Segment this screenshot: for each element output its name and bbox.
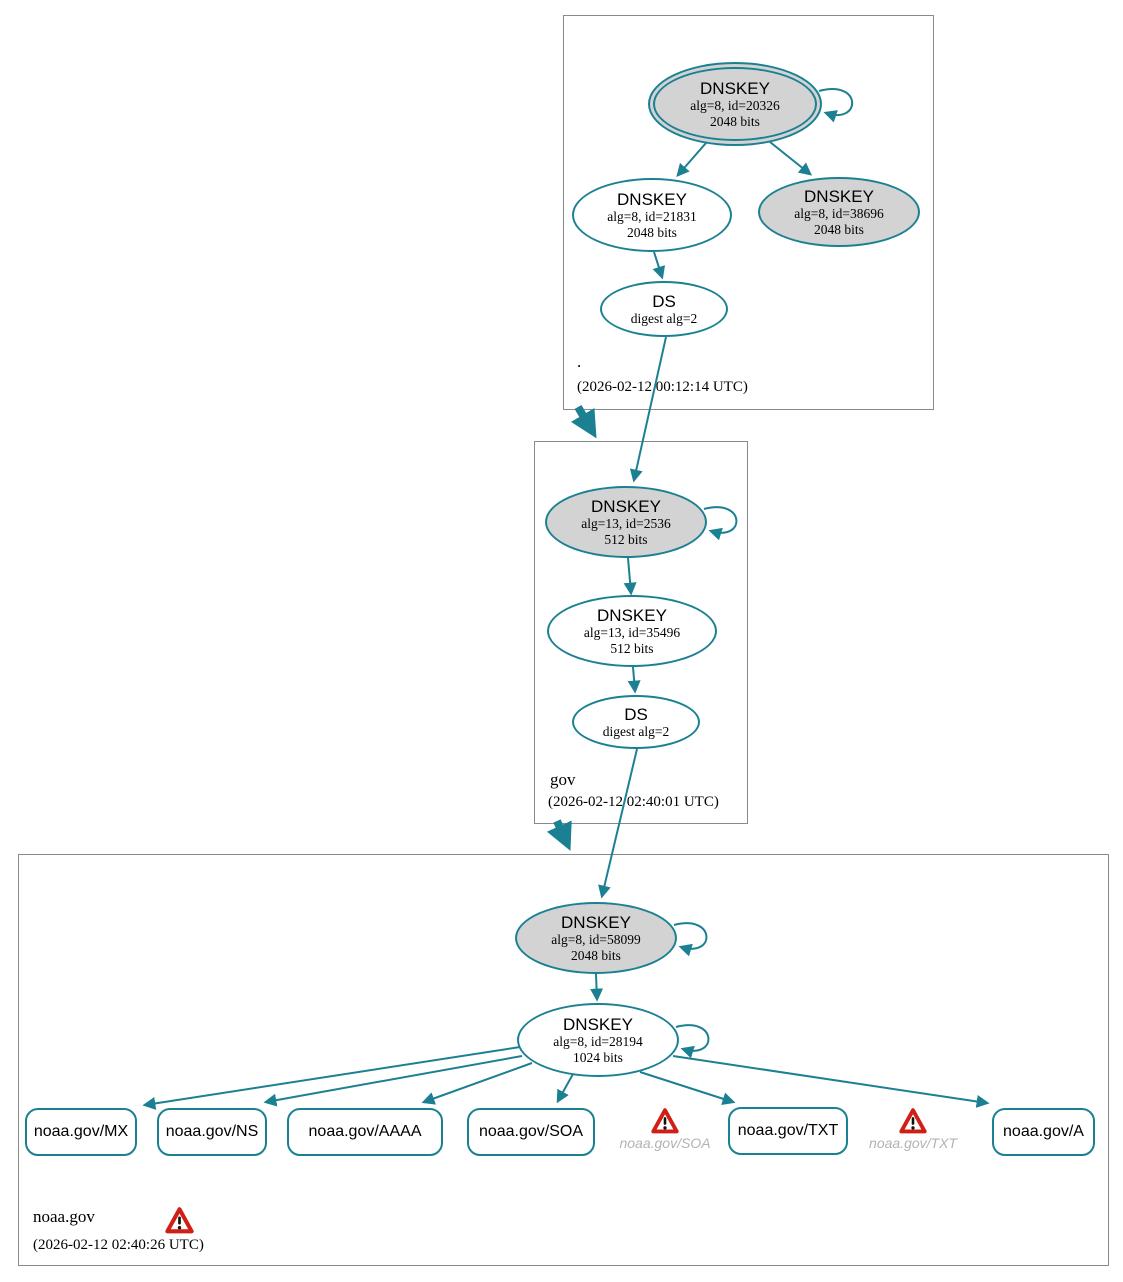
rrset-label: noaa.gov/TXT xyxy=(737,1122,839,1139)
rrset-label: noaa.gov/SOA xyxy=(478,1123,584,1140)
node-root-ksk-20326[interactable] xyxy=(648,62,822,146)
edge-gov-to-noaa-delegation xyxy=(557,821,566,841)
node-detail-bits: 1024 bits xyxy=(573,1049,623,1065)
edge-root-ds-to-gov-ksk xyxy=(634,337,666,480)
node-detail-bits: 2048 bits xyxy=(627,224,677,240)
edge-gov-ds-to-noaa-ksk xyxy=(602,749,637,896)
rrset-noaa-gov-soa-warning[interactable] xyxy=(611,1108,719,1151)
edge-noaa-zsk-to-ns xyxy=(266,1056,522,1102)
rrset-noaa-gov-txt-warning[interactable] xyxy=(859,1108,967,1151)
edge-noaa-zsk-to-mx xyxy=(145,1047,520,1105)
zone-label-root: . xyxy=(577,352,582,371)
edge-root-ksk-selfloop xyxy=(819,89,852,115)
node-title: DS xyxy=(652,291,676,311)
zone-label-gov: gov xyxy=(550,770,576,789)
node-title: DNSKEY xyxy=(563,1015,633,1035)
node-detail-bits: 2048 bits xyxy=(710,113,760,129)
node-detail-digest: digest alg=2 xyxy=(602,723,670,739)
rrset-noaa-gov-soa[interactable] xyxy=(467,1108,595,1156)
rrset-noaa-gov-ns[interactable] xyxy=(157,1108,267,1156)
node-detail-bits: 512 bits xyxy=(604,531,648,547)
node-title: DS xyxy=(624,704,648,724)
edge-gov-zsk-to-ds xyxy=(633,667,635,691)
node-root-zsk-21831[interactable] xyxy=(572,178,732,252)
node-detail-digest: digest alg=2 xyxy=(630,310,698,326)
rrset-label: noaa.gov/NS xyxy=(165,1123,259,1140)
edge-root-zsk-to-ds xyxy=(654,252,662,277)
node-title: DNSKEY xyxy=(561,913,631,933)
rrset-label: noaa.gov/MX xyxy=(33,1123,129,1140)
ghost-rrset-label: noaa.gov/TXT xyxy=(869,1135,957,1151)
zone-timestamp-root: (2026-02-12 00:12:14 UTC) xyxy=(577,379,748,395)
node-title: DNSKEY xyxy=(700,79,770,99)
edge-noaa-zsk-to-a xyxy=(673,1056,987,1103)
zone-timestamp-noaa-gov: (2026-02-12 02:40:26 UTC) xyxy=(33,1237,204,1253)
warning-icon xyxy=(651,1108,679,1134)
edge-gov-ksk-selfloop xyxy=(704,507,736,533)
zone-label-noaa-gov: noaa.gov xyxy=(33,1207,95,1226)
edge-noaa-ksk-to-zsk xyxy=(596,974,597,999)
rrset-noaa-gov-aaaa[interactable] xyxy=(287,1108,443,1156)
node-gov-ksk-2536[interactable] xyxy=(545,486,707,558)
edge-noaa-zsk-to-aaaa xyxy=(424,1063,532,1102)
node-title: DNSKEY xyxy=(591,497,661,517)
node-detail-alg: alg=8, id=20326 xyxy=(690,98,780,114)
edge-root-ksk-to-zsk xyxy=(678,143,706,175)
node-title: DNSKEY xyxy=(597,606,667,626)
node-gov-zsk-35496[interactable] xyxy=(547,595,717,667)
ghost-rrset-label: noaa.gov/SOA xyxy=(619,1135,711,1151)
node-root-dnskey-38696[interactable] xyxy=(758,177,920,247)
edge-noaa-zsk-to-soa xyxy=(558,1074,573,1101)
edge-noaa-zsk-to-txt xyxy=(640,1072,733,1102)
rrset-noaa-gov-a[interactable] xyxy=(992,1108,1095,1156)
node-root-ds[interactable] xyxy=(600,281,728,337)
zone-warning-icon xyxy=(165,1207,194,1234)
edge-root-to-gov-delegation xyxy=(578,407,591,429)
rrset-noaa-gov-mx[interactable] xyxy=(25,1108,137,1156)
node-detail-alg: alg=13, id=2536 xyxy=(581,516,671,532)
node-title: DNSKEY xyxy=(617,190,687,210)
edge-noaa-ksk-selfloop xyxy=(674,923,706,949)
edge-gov-ksk-to-zsk xyxy=(628,558,631,593)
rrset-label: noaa.gov/A xyxy=(1003,1123,1084,1140)
node-detail-bits: 2048 bits xyxy=(814,221,864,237)
edge-noaa-zsk-selfloop xyxy=(676,1025,708,1051)
node-detail-bits: 2048 bits xyxy=(571,947,621,963)
node-detail-alg: alg=8, id=38696 xyxy=(794,206,884,222)
node-noaa-zsk-28194[interactable] xyxy=(517,1003,679,1077)
node-title: DNSKEY xyxy=(804,187,874,207)
node-noaa-ksk-58099[interactable] xyxy=(515,902,677,974)
node-gov-ds[interactable] xyxy=(572,695,700,749)
zone-timestamp-gov: (2026-02-12 02:40:01 UTC) xyxy=(548,794,719,810)
node-detail-alg: alg=8, id=58099 xyxy=(551,932,641,948)
rrset-noaa-gov-txt[interactable] xyxy=(728,1107,848,1155)
node-detail-bits: 512 bits xyxy=(610,640,654,656)
rrset-label: noaa.gov/AAAA xyxy=(308,1123,422,1140)
node-detail-alg: alg=13, id=35496 xyxy=(583,625,681,641)
node-detail-alg: alg=8, id=21831 xyxy=(607,209,697,225)
edge-root-ksk-to-ksk2 xyxy=(770,142,810,174)
warning-icon xyxy=(899,1108,927,1134)
node-detail-alg: alg=8, id=28194 xyxy=(553,1034,643,1050)
